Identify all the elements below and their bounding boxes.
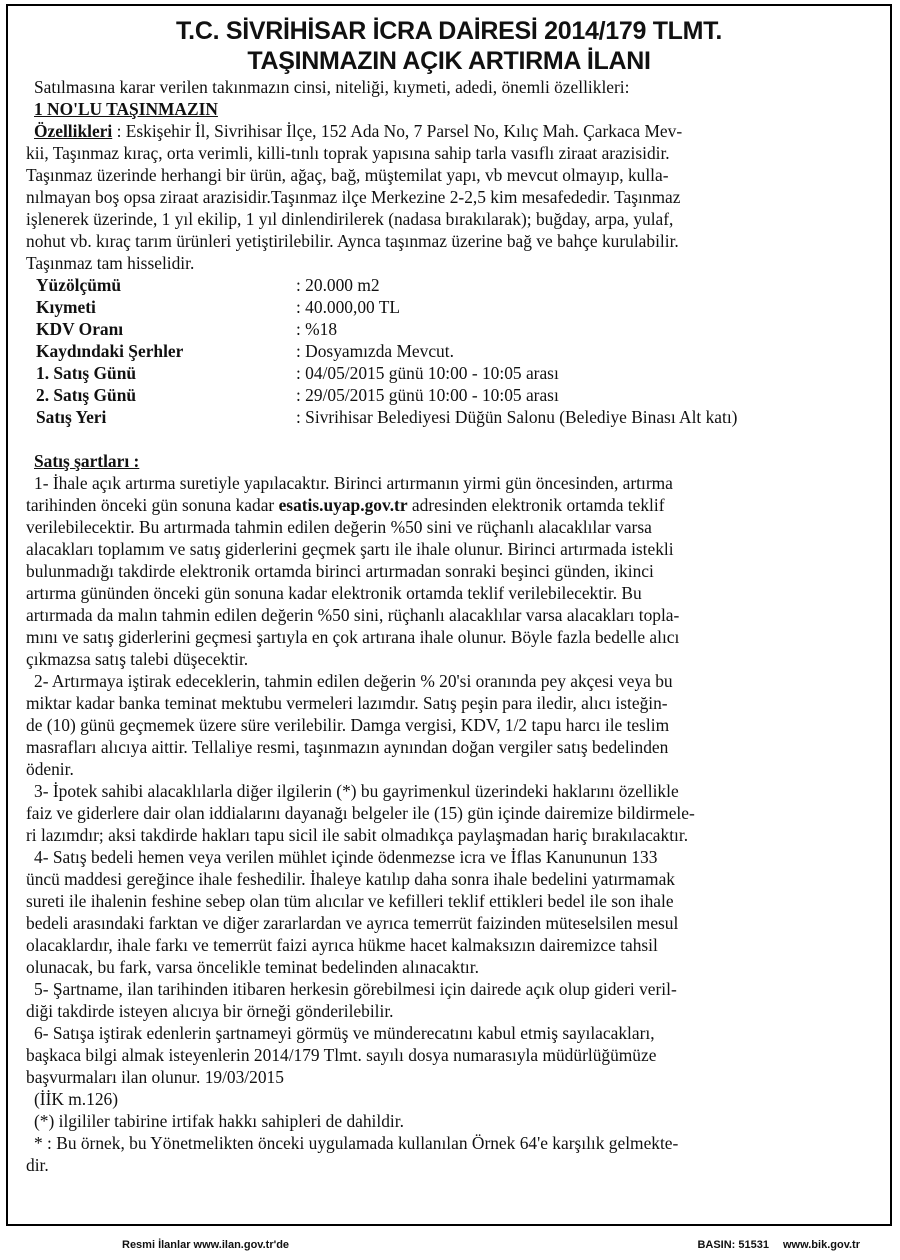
- detail-value: : Sivrihisar Belediyesi Düğün Salonu (Belediye Binası Alt katı): [296, 407, 738, 427]
- condition-3-line: 3- İpotek sahibi alacaklılarla diğer ilgilerin (*) bu gayrimenkul üzerindeki haklarını özellikle: [34, 781, 679, 801]
- condition-4-line: olacaklardır, ihale farkı ve temerrüt faizi ayrıca hükme hacet kalmaksızın dairemizce tahsil: [26, 935, 658, 955]
- intro-text: Satılmasına karar verilen takınmazın cinsi, niteliği, kıymeti, adedi, önemli özellikleri:: [34, 77, 630, 97]
- condition-1-text: adresinden elektronik ortamda teklif: [407, 495, 665, 515]
- footer-right: [683, 1239, 860, 1251]
- condition-1-line: alacakları toplamım ve satış giderlerini geçmek şartı ile ihale olunur. Birinci artırmada istekli: [26, 539, 674, 559]
- features-line: nılmayan boş opsa ziraat arazisidir.Taşınmaz ilçe Merkezine 2-2,5 kim mesafededir. Taşınmaz: [26, 187, 681, 207]
- condition-6-line: başkaca bilgi almak isteyenlerin 2014/179 Tlmt. sayılı dosya numarasıyla müdürlüğümüze: [26, 1045, 657, 1065]
- detail-label: 2. Satış Günü: [36, 385, 137, 405]
- detail-row-vat: [26, 318, 878, 340]
- note-line: (İİK m.126): [34, 1089, 119, 1109]
- condition-1-line: mını ve satış giderlerini geçmesi şartıyla en çok artırana ihale olunur. Böyle fazla bedelle alıcı: [26, 627, 680, 647]
- features-text: : Eskişehir İl, Sivrihisar İlçe, 152 Ada No, 7 Parsel No, Kılıç Mah. Çarkaca Mev-: [112, 121, 683, 141]
- note-line: * : Bu örnek, bu Yönetmelikten önceki uygulamada kullanılan Örnek 64'e karşılık gelmekte-: [34, 1133, 679, 1153]
- features-line: işlenerek üzerinde, 1 yıl ekilip, 1 yıl dinlendirilerek (nadasa bırakılarak); buğday, arpa, yulaf,: [26, 209, 674, 229]
- features-line: Taşınmaz üzerinde herhangi bir ürün, ağaç, bağ, müştemilat yapı, vb mevcut olmayıp, kulla-: [26, 165, 669, 185]
- detail-row-sale-day-1: [26, 362, 878, 384]
- notice-title-line2: TAŞINMAZIN AÇIK ARTIRMA İLANI: [247, 47, 651, 75]
- condition-4-line: sureti ile ihalenin feshine sebep olan tüm alıcılar ve kefilleri teklif ettikleri bedel ile son ihale: [26, 891, 674, 911]
- condition-1-line: bulunmadığı takdirde elektronik ortamda birinci artırmadan sonraki beşinci günden, ikinci: [26, 561, 654, 581]
- condition-3-line: faiz ve giderlere dair olan iddialarını dayanağı belgeler ile (15) gün içinde dairemize bildirmele-: [26, 803, 695, 823]
- details-table: [26, 274, 878, 428]
- detail-value: : 40.000,00 TL: [296, 297, 401, 317]
- features-line: [26, 120, 878, 142]
- features-line: nohut vb. kıraç tarım ürünleri yetiştirilebilir. Aynca taşınmaz üzerine bağ ve bahçe kurulabilir.: [26, 231, 679, 251]
- detail-label: Satış Yeri: [36, 407, 107, 427]
- detail-row-area: [26, 274, 878, 296]
- footer-bik-link[interactable]: www.bik.gov.tr: [782, 1239, 860, 1251]
- condition-4-line: 4- Satış bedeli hemen veya verilen mühlet içinde ödenmezse icra ve İflas Kanununun 133: [34, 847, 658, 867]
- footer-ilan-link[interactable]: Resmi İlanlar www.ilan.gov.tr'de: [122, 1239, 290, 1251]
- detail-value: : Dosyamızda Mevcut.: [296, 341, 454, 361]
- note-line: dir.: [26, 1155, 49, 1175]
- detail-row-sale-place: [26, 406, 878, 428]
- condition-1-line: çıkmazsa satış talebi düşecektir.: [26, 649, 249, 669]
- condition-1-text: tarihinden önceki gün sonuna kadar: [26, 495, 279, 515]
- notice-body: [26, 76, 878, 1176]
- footer-basin: BASIN: 51531: [697, 1239, 769, 1251]
- condition-4-line: olunacak, bu fark, varsa öncelikle teminat bedelinden alınacaktır.: [26, 957, 479, 977]
- detail-row-sale-day-2: [26, 384, 878, 406]
- condition-2-line: ödenir.: [26, 759, 74, 779]
- condition-1-line: artırma gününden önceki gün sonuna kadar elektronik ortamda teklif verilebilecektir. Bu: [26, 583, 642, 603]
- condition-4-line: bedeli arasındaki farktan ve diğer zararlardan ve ayrıca temerrüt faizinden müteselsilen mesul: [26, 913, 679, 933]
- condition-4-line: üncü maddesi gereğince ihale feshedilir. İhaleye katılıp daha sonra ihale bedelini yatırmamak: [26, 869, 675, 889]
- detail-value: : 20.000 m2: [296, 275, 380, 295]
- detail-value: : 29/05/2015 günü 10:00 - 10:05 arası: [296, 385, 559, 405]
- uyap-link[interactable]: esatis.uyap.gov.tr: [278, 495, 408, 515]
- detail-value: : 04/05/2015 günü 10:00 - 10:05 arası: [296, 363, 559, 383]
- features-line: kii, Taşınmaz kıraç, orta verimli, killi-tınlı toprak yapısına sahip tarla vasıflı ziraat arazisidir.: [26, 143, 670, 163]
- condition-5-line: diği takdirde isteyen alıcıya bir örneği gönderilebilir.: [26, 1001, 394, 1021]
- condition-1-line: [26, 494, 878, 516]
- condition-5-line: 5- Şartname, ilan tarihinden itibaren herkesin görebilmesi için dairede açık olup gideri veril-: [34, 979, 677, 999]
- detail-value: : %18: [296, 319, 338, 339]
- condition-1-line: verilebilecektir. Bu artırmada tahmin edilen değerin %50 sini ve rüçhanlı alacaklılar varsa: [26, 517, 652, 537]
- detail-label: KDV Oranı: [36, 319, 124, 339]
- condition-2-line: miktar kadar banka teminat mektubu vermeleri lazımdır. Satış peşin para iledir, alıcı isteğin-: [26, 693, 668, 713]
- conditions-heading: Satış şartları :: [34, 451, 140, 471]
- condition-2-line: de (10) günü geçmemek üzere süre verilebilir. Damga vergisi, KDV, 1/2 tapu harcı ile teslim: [26, 715, 670, 735]
- condition-3-line: ri lazımdır; aksi takdirde hakları tapu sicil ile sabit olmadıkça paylaşmadan hariç bırakılacaktır.: [26, 825, 689, 845]
- condition-2-line: masrafları alıcıya aittir. Tellaliye resmi, taşınmazın aynından doğan vergiler satış bedelinden: [26, 737, 669, 757]
- detail-label: Kaydındaki Şerhler: [36, 341, 184, 361]
- condition-1-line: artırmada da malın tahmin edilen değerin %50 sini, rüçhanlı alacaklılar varsa alacakları topla-: [26, 605, 680, 625]
- property-heading: 1 NO'LU TAŞINMAZIN: [34, 99, 218, 119]
- features-label: Özellikleri: [34, 121, 113, 141]
- condition-6-line: başvurmaları ilan olunur. 19/03/2015: [26, 1067, 284, 1087]
- condition-1-line: 1- İhale açık artırma suretiyle yapılacaktır. Birinci artırmanın yirmi gün öncesinden, artırma: [34, 473, 673, 493]
- condition-6-line: 6- Satışa iştirak edenlerin şartnameyi görmüş ve münderecatını kabul etmiş sayılacakları,: [34, 1023, 655, 1043]
- detail-label: Yüzölçümü: [36, 275, 122, 295]
- notice-title-line1: T.C. SİVRİHİSAR İCRA DAİRESİ 2014/179 TLMT.: [175, 17, 723, 45]
- detail-label: 1. Satış Günü: [36, 363, 137, 383]
- detail-row-value: [26, 296, 878, 318]
- condition-2-line: 2- Artırmaya iştirak edeceklerin, tahmin edilen değerin % 20'si oranında pey akçesi veya bu: [34, 671, 673, 691]
- features-line: Taşınmaz tam hisselidir.: [26, 253, 195, 273]
- note-line: (*) ilgililer tabirine irtifak hakkı sahipleri de dahildir.: [34, 1111, 404, 1131]
- detail-label: Kıymeti: [36, 297, 96, 317]
- detail-row-annotations: [26, 340, 878, 362]
